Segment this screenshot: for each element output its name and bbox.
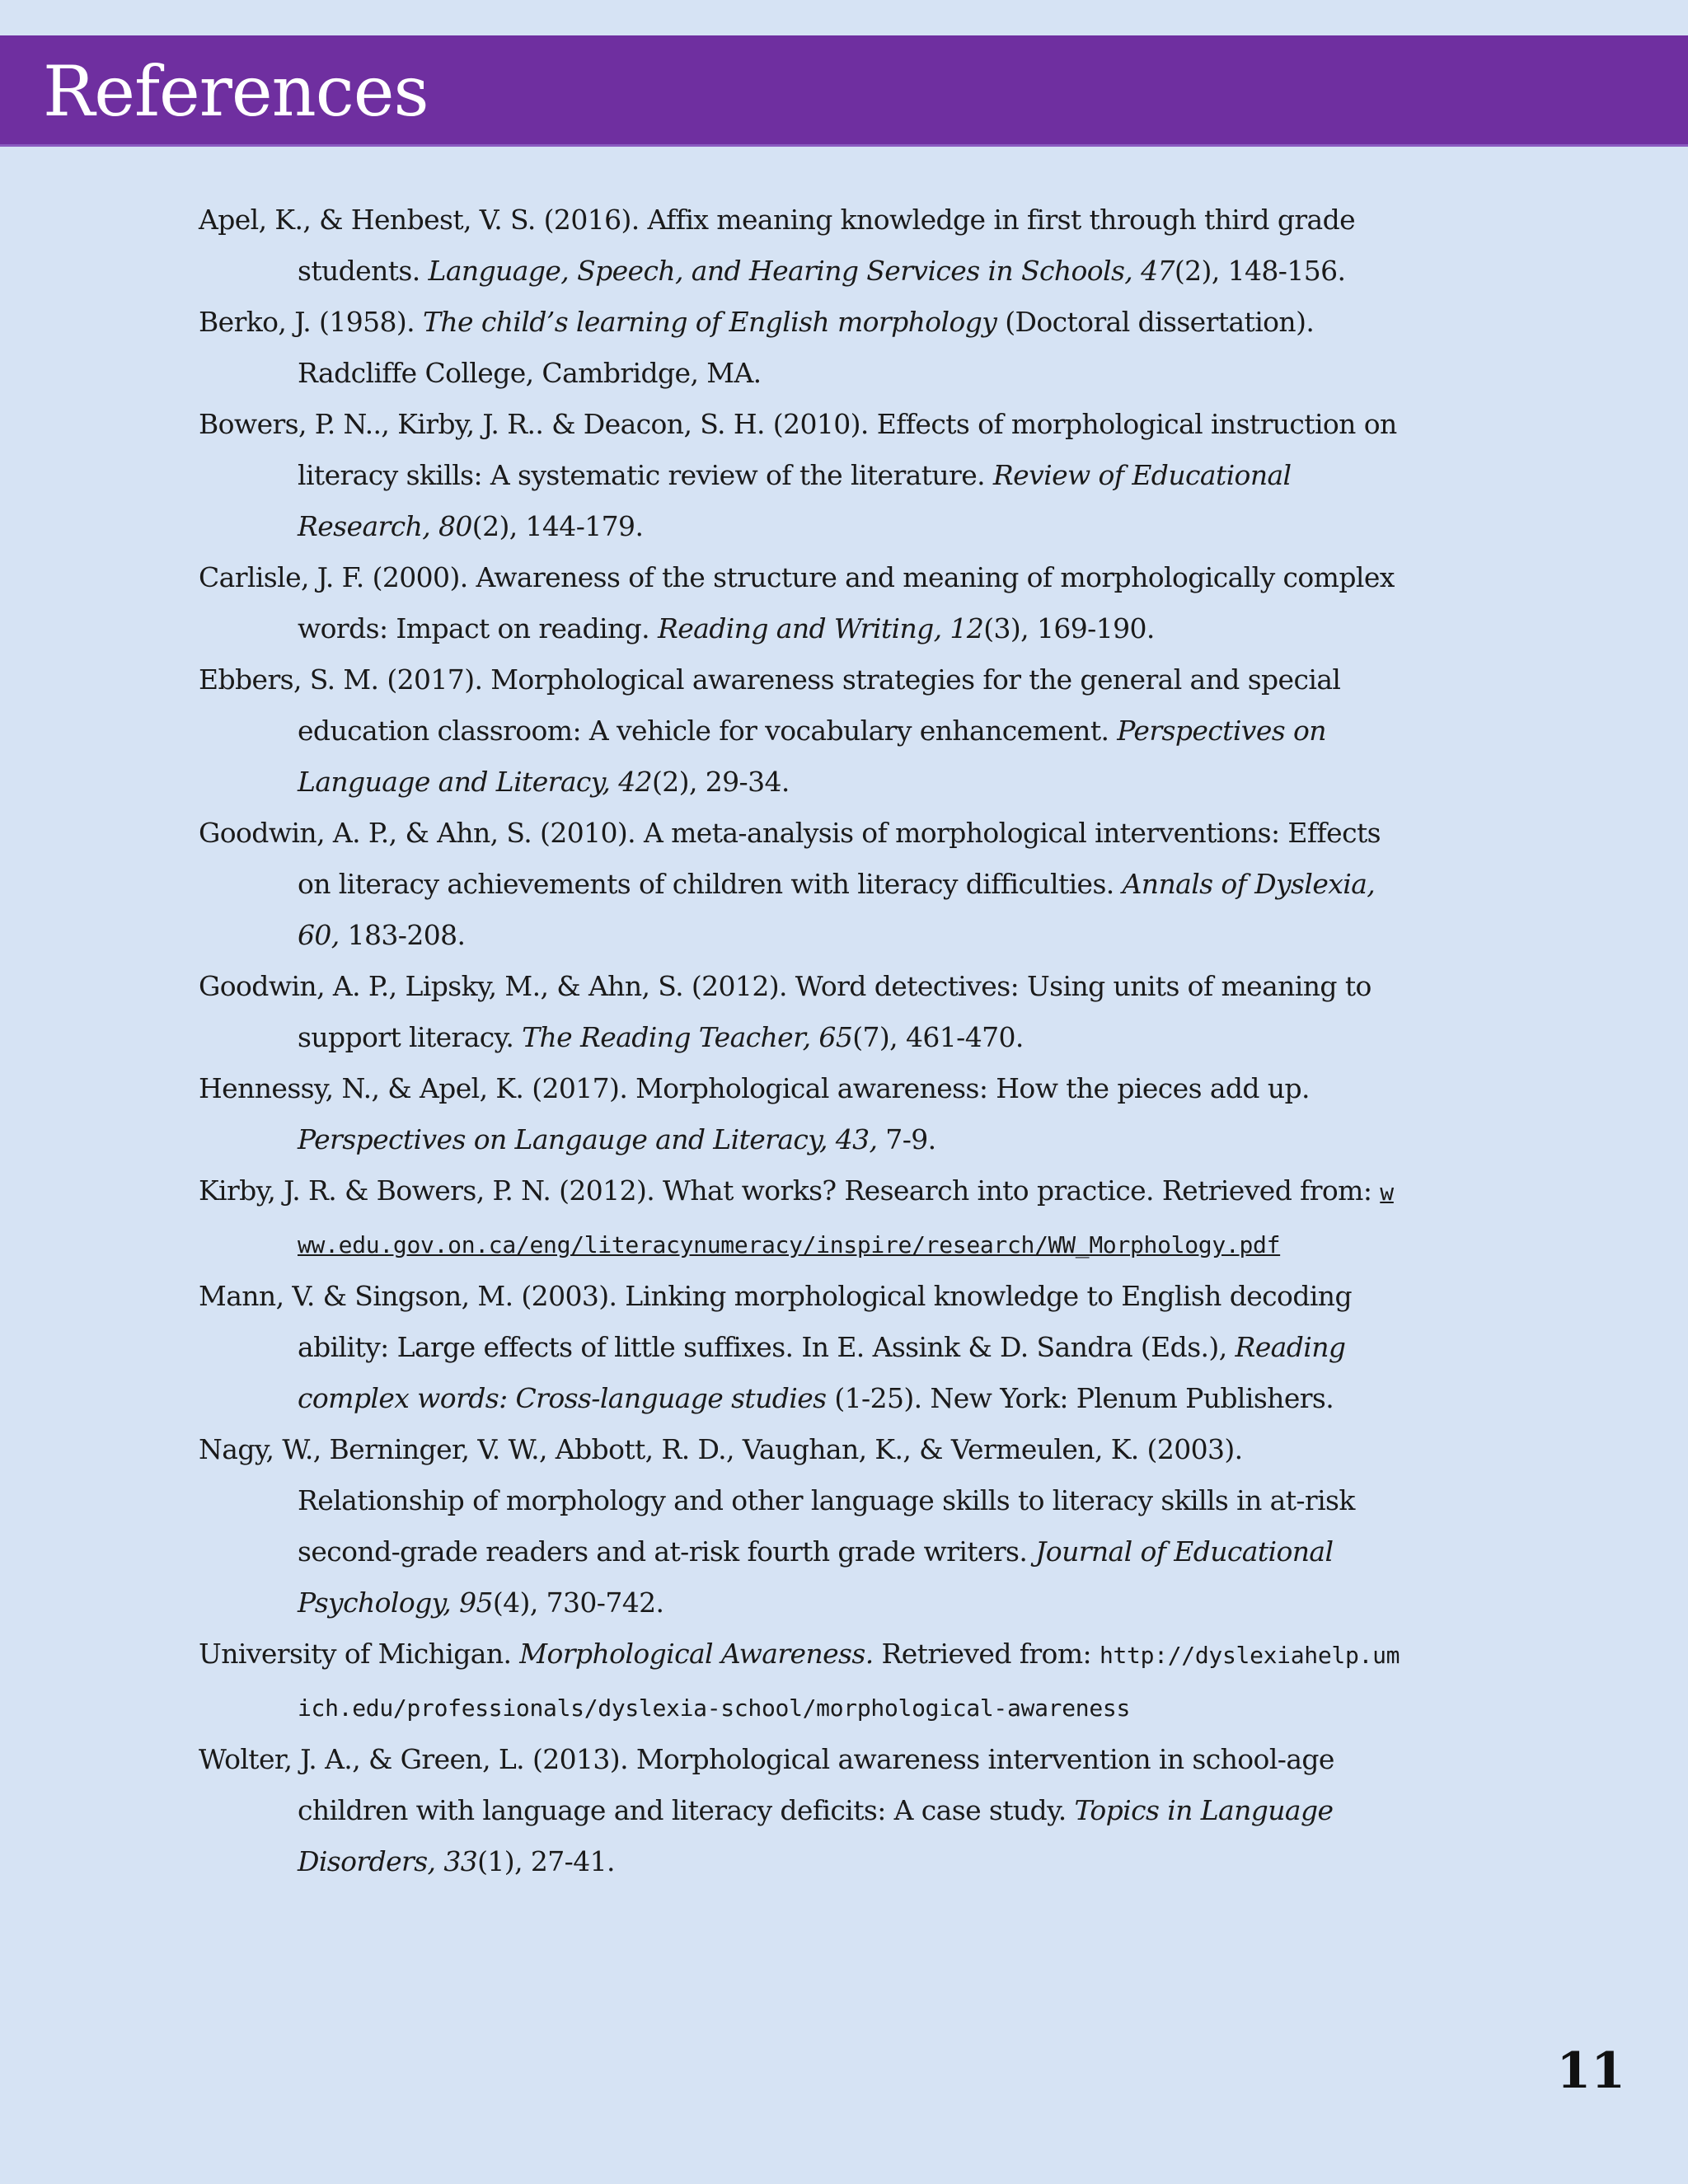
reference-citation: Reading and Writing, 12 xyxy=(657,612,984,644)
reference-text: Carlisle, J. F. (2000). Awareness of the structure and meaning of morphologically complex words: Impact on reading. xyxy=(199,561,1395,644)
reference-citation: Review of Educational Research, 80 xyxy=(298,459,1292,542)
header-banner xyxy=(0,35,1688,147)
reference-citation: The child’s learning of English morphology xyxy=(422,306,997,338)
reference-text: Nagy, W., Berninger, V. W., Abbott, R. D., Vaughan, K., & Vermeulen, K. (2003). Relationship of morphology and other language skills to literacy skills in at-risk second-grade readers and at-risk fourth grade writers. xyxy=(199,1433,1355,1568)
reference-apel-2016 xyxy=(199,194,1402,297)
reference-citation: Morphological Awareness. xyxy=(519,1638,874,1670)
reference-text: (2), 29-34. xyxy=(652,766,790,798)
reference-text: Hennessy, N., & Apel, K. (2017). Morphological awareness: How the pieces add up. xyxy=(199,1072,1310,1104)
reference-text: Wolter, J. A., & Green, L. (2013). Morphological awareness intervention in school-age children with language and literacy deficits: A case study. xyxy=(199,1743,1334,1826)
reference-text: University of Michigan. xyxy=(199,1638,520,1670)
reference-text: (2), 144-179. xyxy=(471,510,644,542)
reference-text: (2), 148-156. xyxy=(1174,255,1346,287)
reference-citation: Perspectives on Langauge and Literacy, 43, xyxy=(298,1123,878,1155)
reference-mann-2003 xyxy=(199,1271,1402,1424)
reference-text: Apel, K., & Henbest, V. S. (2016). Affix meaning knowledge in first through third grade students. xyxy=(199,204,1356,287)
reference-text: (7), 461-470. xyxy=(852,1021,1024,1053)
reference-bowers-2010 xyxy=(199,399,1402,552)
reference-text: Ebbers, S. M. (2017). Morphological awareness strategies for the general and special education classroom: A vehicle for vocabulary enhancement. xyxy=(199,663,1341,747)
reference-text: (3), 169-190. xyxy=(983,612,1155,644)
reference-text: Goodwin, A. P., Lipsky, M., & Ahn, S. (2012). Word detectives: Using units of meaning to support literacy. xyxy=(199,970,1372,1053)
reference-text: Berko, J. (1958). xyxy=(199,306,423,338)
reference-link[interactable]: www.edu.gov.on.ca/eng/literacynumeracy/inspire/research/WW_Morphology.pdf xyxy=(298,1179,1394,1258)
reference-citation: The Reading Teacher, 65 xyxy=(522,1021,853,1053)
reference-text: Goodwin, A. P., & Ahn, S. (2010). A meta-analysis of morphological interventions: Effects on literacy achievements of children with literacy difficulties. xyxy=(199,817,1381,900)
reference-kirby-2012 xyxy=(199,1165,1402,1271)
reference-citation: Topics in Language Disorders, 33 xyxy=(298,1794,1334,1877)
reference-text: Kirby, J. R. & Bowers, P. N. (2012). What works? Research into practice. Retrieved from: xyxy=(199,1174,1381,1207)
reference-text: Bowers, P. N.., Kirby, J. R.. & Deacon, S. H. (2010). Effects of morphological instruction on literacy skills: A systematic review of the literature. xyxy=(199,408,1397,491)
reference-ebbers-2017 xyxy=(199,654,1402,808)
reference-citation: Language, Speech, and Hearing Services in Schools, 47 xyxy=(428,255,1175,287)
reference-citation: Annals of Dyslexia, 60, xyxy=(298,868,1376,951)
reference-berko-1958 xyxy=(199,297,1402,399)
page-title: References xyxy=(43,51,429,132)
page-number: 11 xyxy=(1556,2042,1625,2100)
reference-goodwin-2010 xyxy=(199,808,1402,961)
reference-list xyxy=(199,194,1402,1887)
reference-umich xyxy=(199,1629,1402,1734)
reference-text: (4), 730-742. xyxy=(492,1586,664,1619)
reference-hennessy-2017 xyxy=(199,1063,1402,1165)
reference-citation: Reading complex words: Cross-language studies xyxy=(298,1331,1346,1414)
reference-wolter-2013 xyxy=(199,1734,1402,1887)
reference-text: 7-9. xyxy=(877,1123,936,1155)
reference-text: (1-25). New York: Plenum Publishers. xyxy=(826,1382,1334,1414)
reference-carlisle-2000 xyxy=(199,552,1402,654)
reference-citation: Journal of Educational Psychology, 95 xyxy=(298,1535,1334,1619)
reference-text: Retrieved from: xyxy=(873,1638,1100,1670)
reference-url-text: http://dyslexiahelp.umich.edu/professionals/dyslexia-school/morphological-awareness xyxy=(298,1642,1400,1722)
reference-nagy-2003 xyxy=(199,1424,1402,1629)
reference-text: 183-208. xyxy=(339,919,466,951)
reference-goodwin-2012 xyxy=(199,961,1402,1063)
reference-citation: Perspectives on Language and Literacy, 42 xyxy=(298,715,1326,798)
reference-text: (Doctoral dissertation). Radcliffe College, Cambridge, MA. xyxy=(298,306,1315,389)
reference-text: Mann, V. & Singson, M. (2003). Linking morphological knowledge to English decoding ability: Large effects of little suffixes. In E. Assink & D. Sandra (Eds.), xyxy=(199,1280,1352,1363)
reference-text: (1), 27-41. xyxy=(477,1845,615,1877)
